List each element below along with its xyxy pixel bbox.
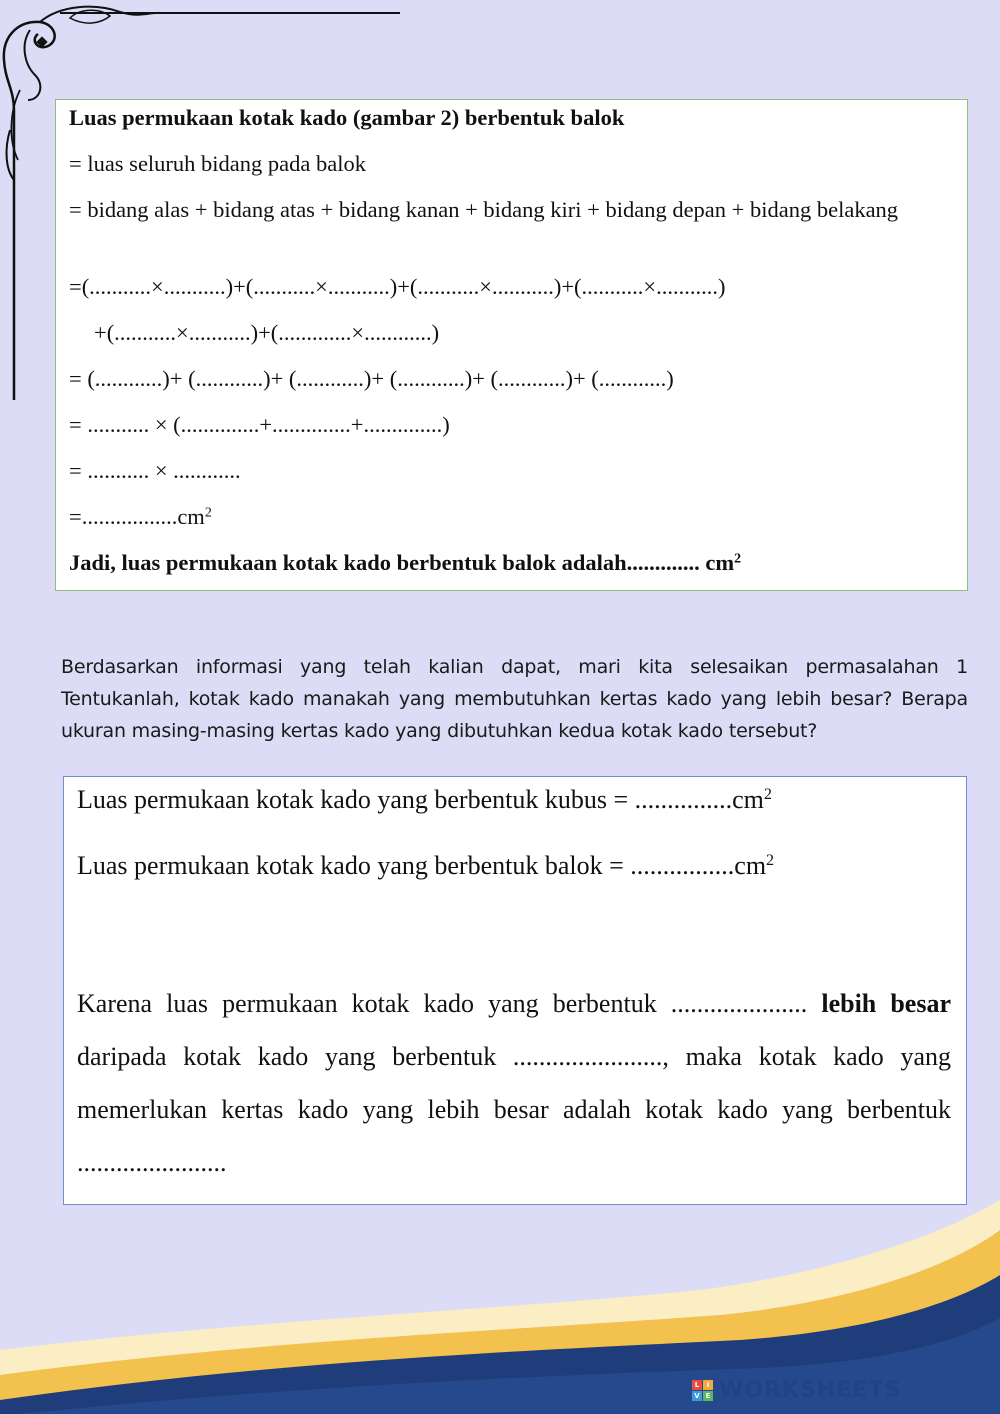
conclusion-part-b: daripada kotak kado yang berbentuk ......................., maka kotak kado yang memerlukan kertas kado yang lebih besar adalah kotak kado yang berbentuk ....................... <box>77 1042 951 1177</box>
kubus-area-text: Luas permukaan kotak kado yang berbentuk kubus = ...............cm <box>77 785 764 814</box>
balok-line-6: = (............)+ (............)+ (............)+ (............)+ (............)+ (............) <box>69 366 674 391</box>
answer-box <box>63 776 967 1205</box>
balok-line-9-text: =.................cm <box>69 504 205 529</box>
superscript-2: 2 <box>204 505 212 521</box>
liveworksheets-logo <box>692 1378 901 1403</box>
superscript-2: 2 <box>734 551 742 567</box>
balok-line-5: +(...........×...........)+(.............×............) <box>94 320 440 345</box>
balok-line-7: = ........... × (..............+..............+..............) <box>69 412 450 437</box>
balok-line-3: = bidang alas + bidang atas + bidang kanan + bidang kiri + bidang depan + bidang belakang <box>69 197 899 222</box>
superscript-2: 2 <box>763 786 772 804</box>
logo-grid-icon <box>692 1380 713 1401</box>
balok-area-line <box>77 851 774 881</box>
conclusion-bold: lebih besar <box>821 989 951 1018</box>
logo-letter: V <box>692 1391 702 1401</box>
kubus-area-line <box>77 785 772 815</box>
brand-name: WORKSHEETS <box>719 1378 902 1403</box>
balok-title: Luas permukaan kotak kado (gambar 2) berbentuk balok <box>69 105 625 130</box>
instruction-paragraph: Berdasarkan informasi yang telah kalian dapat, mari kita selesaikan permasalahan 1 Tentukanlah, kotak kado manakah yang membutuhkan kertas kado yang lebih besar? Berapa ukuran masing-masing kertas kado yang dibutuhkan kedua kotak kado tersebut? <box>61 656 968 742</box>
balok-conclusion-text: Jadi, luas permukaan kotak kado berbentuk balok adalah............. cm <box>69 550 735 575</box>
balok-calculation-box <box>55 99 968 591</box>
balok-area-text: Luas permukaan kotak kado yang berbentuk balok = ................cm <box>77 851 767 880</box>
balok-conclusion <box>69 547 741 579</box>
balok-line-9 <box>69 501 212 533</box>
conclusion-part-a: Karena luas permukaan kotak kado yang berbentuk ..................... <box>77 989 822 1018</box>
balok-line-4: =(...........×...........)+(...........×...........)+(...........×...........)+(...........×...........) <box>69 274 726 299</box>
superscript-2: 2 <box>766 852 775 870</box>
answer-conclusion <box>77 977 951 1189</box>
logo-letter: E <box>703 1391 713 1401</box>
balok-line-2: = luas seluruh bidang pada balok <box>69 151 366 176</box>
logo-letter: I <box>703 1380 713 1390</box>
balok-line-8: = ........... × ............ <box>69 458 241 483</box>
logo-letter: L <box>692 1380 702 1390</box>
